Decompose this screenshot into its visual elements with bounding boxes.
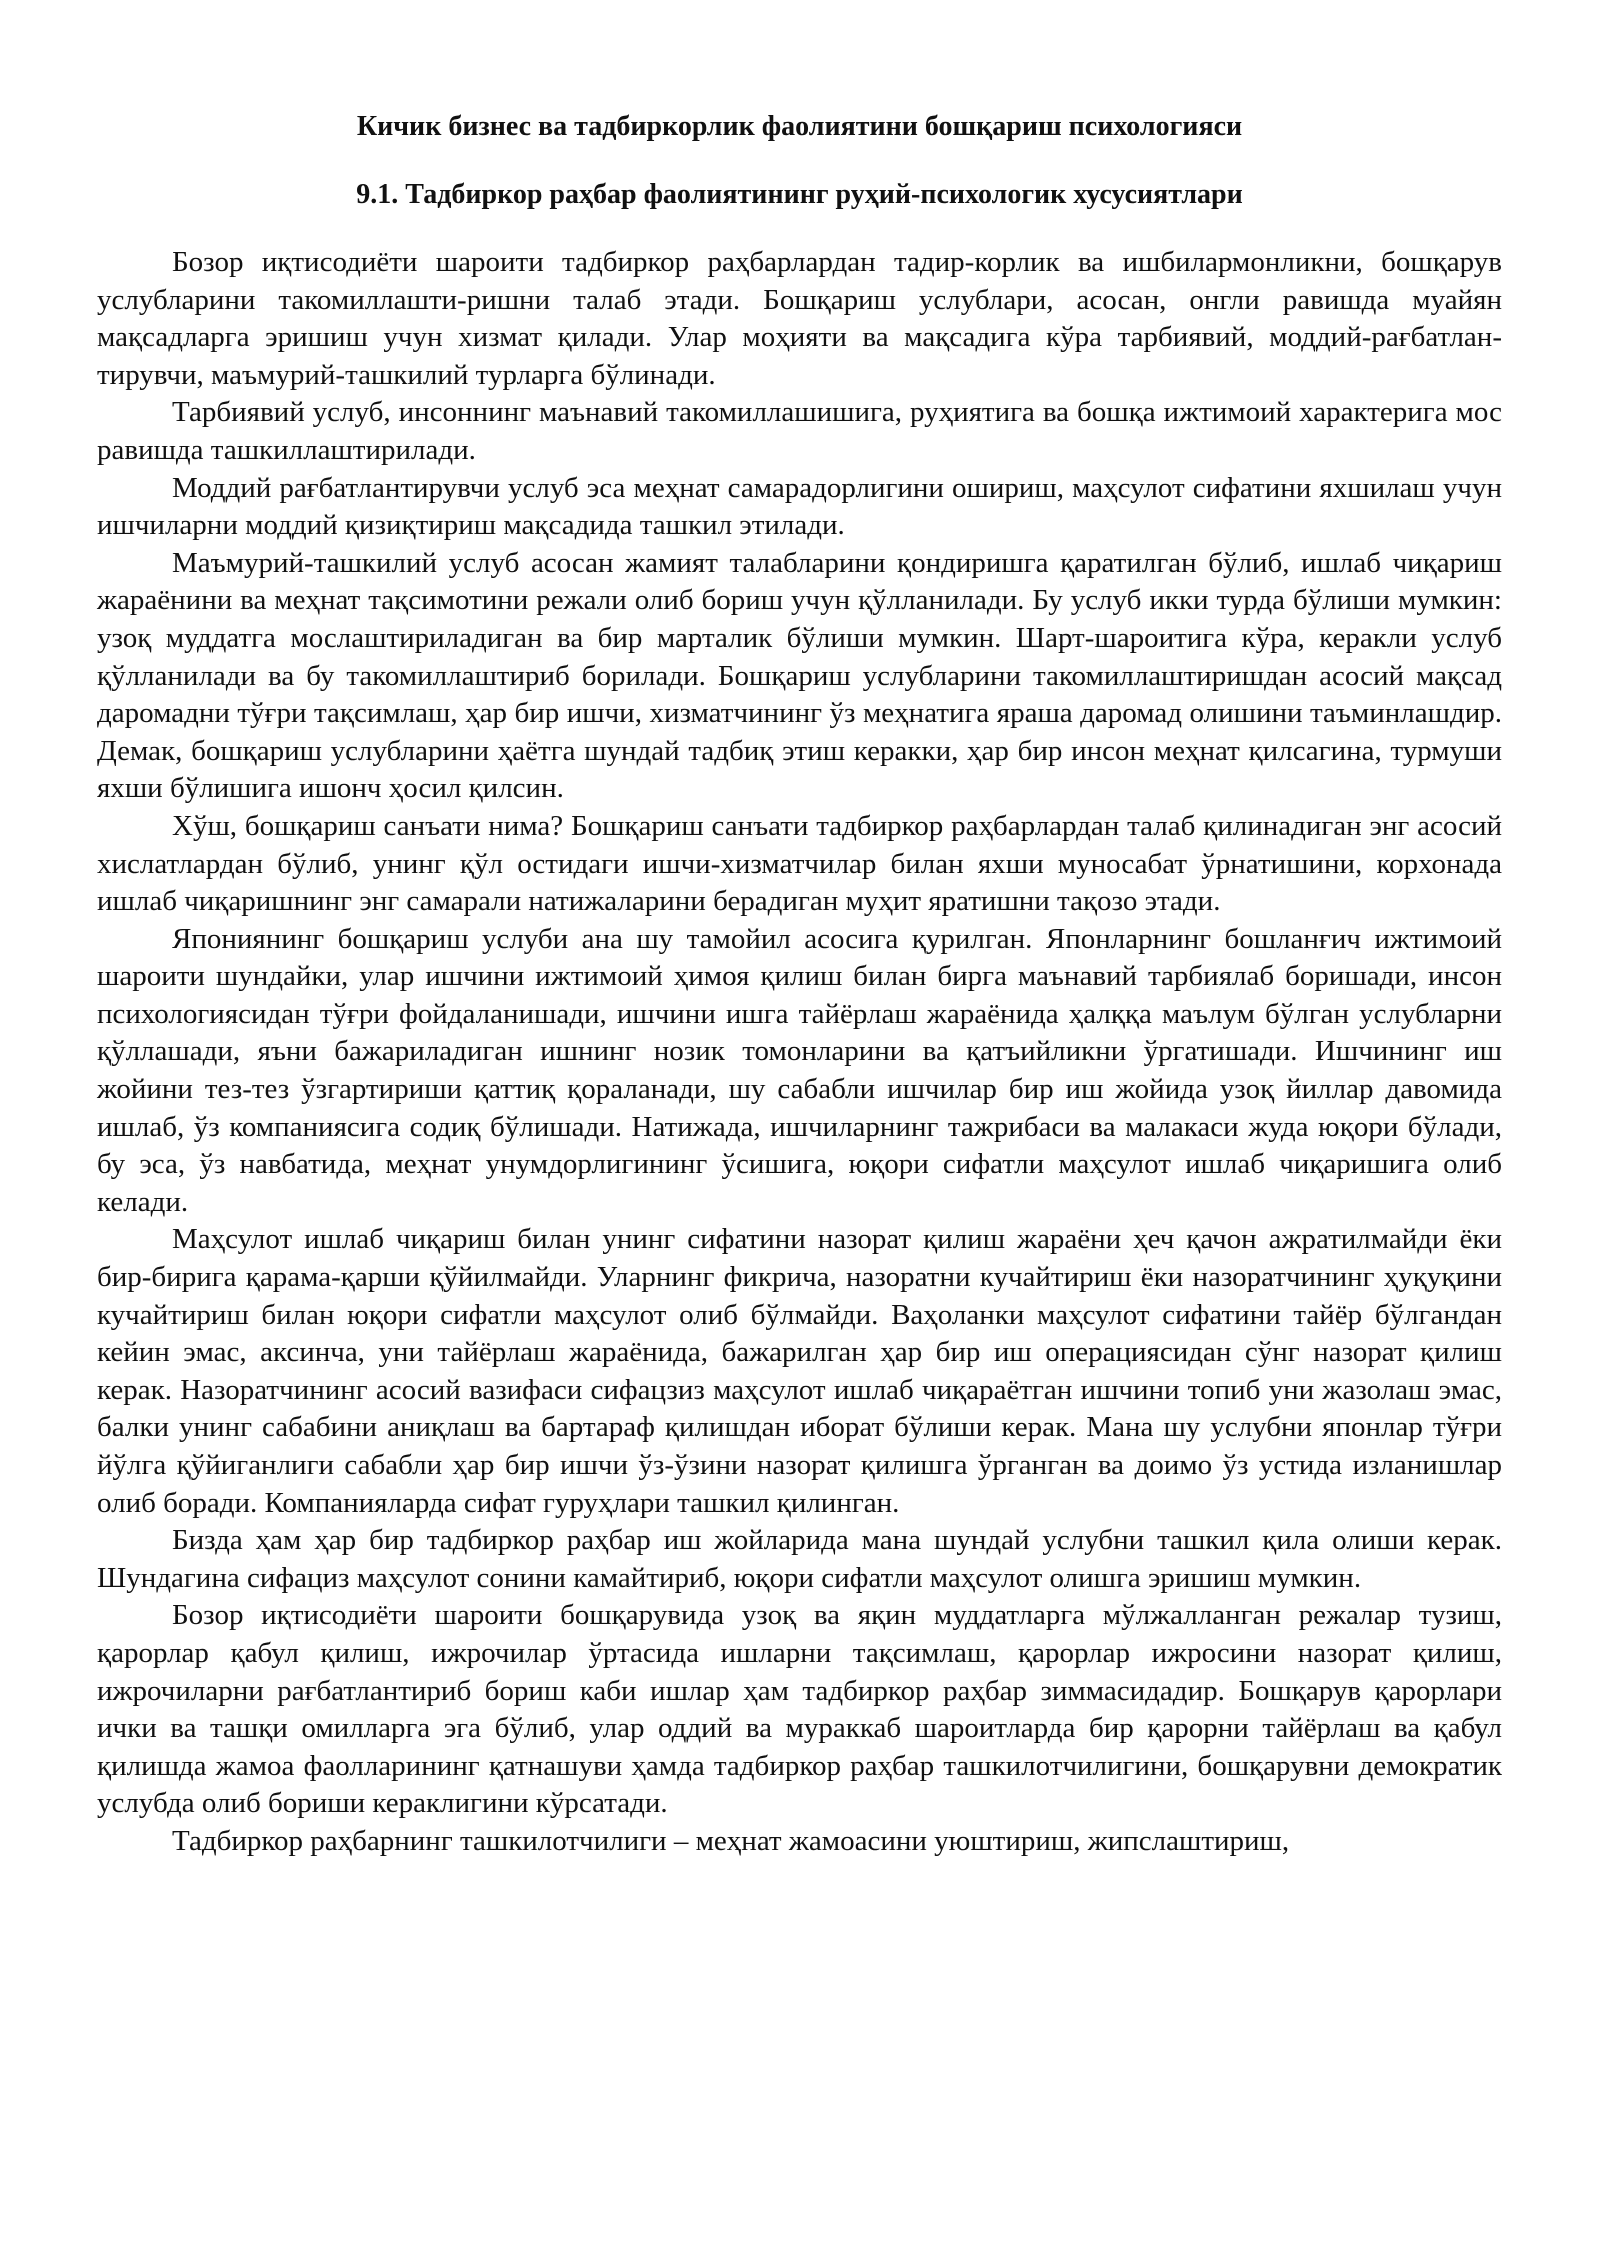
document-title: Кичик бизнес ва тадбиркорлик фаолиятини бошқариш психологияси — [356, 111, 1243, 142]
paragraph: Маҳсулот ишлаб чиқариш билан унинг сифатини назорат қилиш жараёни ҳеч қачон ажратилмайди ёки бир-бирига қарама-қарши қўйилмайди. Уларнинг фикрича, назоратни кучайтириш ёки назоратчининг ҳуқуқини кучайтириш билан юқори сифатли маҳсулот олиб бўлмайди. Ваҳоланки маҳсулот сифатини тайёр бўлгандан кейин эмас, аксинча, уни тайёрлаш жараёнида, бажарилган ҳар бир иш операциясидан сўнг назорат қилиш керак. Назоратчининг асосий вазифаси сифацзиз маҳсулот ишлаб чиқараётган ишчини топиб уни жазолаш эмас, балки унинг сабабини аниқлаш ва бартараф қилишдан иборат бўлиши керак. Мана шу услубни японлар тўғри йўлга қўйиганлиги сабабли ҳар бир ишчи ўз-ўзини назорат қилишга ўрганган ва доимо ўз устида изланишлар олиб боради. Компанияларда сифат гуруҳлари ташкил қилинган. — [97, 1223, 1502, 1519]
paragraph: Тарбиявий услуб, инсоннинг маънавий такомиллашишига, руҳиятига ва бошқа ижтимоий характерига мос равишда ташкиллаштирилади. — [97, 396, 1502, 466]
section-heading: 9.1. Тадбиркор раҳбар фаолиятининг руҳий-психологик хусусиятлари — [356, 179, 1243, 210]
paragraph: Бозор иқтисодиёти шароити бошқарувида узоқ ва яқин муддатларга мўлжалланган режалар тузиш, қарорлар қабул қилиш, ижрочилар ўртасида ишларни тақсимлаш, қарорлар ижросини назорат қилиш, ижрочиларни рағбатлантириб бориш каби ишлар ҳам тадбиркор раҳбар зиммасидадир. Бошқарув қарорлари ички ва ташқи омилларга эга бўлиб, улар оддий ва мураккаб шароитларда бир қарорни тайёрлаш ва қабул қилишда жамоа фаолларининг қатнашуви ҳамда тадбиркор раҳбар ташкилотчилигини, бошқарувни демократик услубда олиб бориши кераклигини кўрсатади. — [97, 1599, 1502, 1820]
paragraph: Хўш, бошқариш санъати нима? Бошқариш санъати тадбиркор раҳбарлардан талаб қилинадиган энг асосий хислатлардан бўлиб, унинг қўл остидаги ишчи-хизматчилар билан яхши муносабат ўрнатишини, корхонада ишлаб чиқаришнинг энг самарали натижаларини берадиган муҳит яратишни тақозо этади. — [97, 809, 1502, 918]
paragraph: Моддий рағбатлантирувчи услуб эса меҳнат самарадорлигини ошириш, маҳсулот сифатини яхшилаш учун ишчиларни моддий қизиқтириш мақсадида ташкил этилади. — [97, 471, 1502, 542]
page-content — [97, 108, 1502, 1861]
paragraph: Тадбиркор раҳбарнинг ташкилотчилиги – меҳнат жамоасини уюштириш, жипслаштириш, — [172, 1824, 1290, 1857]
paragraph: Бизда ҳам ҳар бир тадбиркор раҳбар иш жойларида мана шундай услубни ташкил қила олиши керак. Шундагина сифациз маҳсулот сонини камайтириб, юқори сифатли маҳсулот олишга эришиш мумкин. — [97, 1524, 1502, 1594]
paragraph: Бозор иқтисодиёти шароити тадбиркор раҳбарлардан тадир-корлик ва ишбилармонликни, бошқарув услубларини такомиллашти-ришни талаб этади. Бошқариш услублари, асосан, онгли равишда муайян мақсадларга эришиш учун хизмат қилади. Улар моҳияти ва мақсадига кўра тарбиявий, моддий-рағбатлан-тирувчи, маъмурий-ташкилий турларга бўлинади. — [97, 246, 1502, 391]
paragraph: Япониянинг бошқариш услуби ана шу тамойил асосига қурилган. Японларнинг бошланғич ижтимоий шароити шундайки, улар ишчини ижтимоий ҳимоя қилиш билан бирга маънавий тарбиялаб боришади, инсон психологиясидан тўғри фойдаланишади, ишчини ишга тайёрлаш жараёнида ҳалққа маълум бўлган услубларни қўллашади, яъни бажариладиган ишнинг нозик томонларини ва қатъийликни ўргатишади. Ишчининг иш жойини тез-тез ўзгартириши қаттиқ қораланади, шу сабабли ишчилар бир иш жойида узоқ йиллар давомида ишлаб, ўз компаниясига содиқ бўлишади. Натижада, ишчиларнинг тажрибаси ва малакаси жуда юқори бўлади, бу эса, ўз навбатида, меҳнат унумдорлигининг ўсишига, юқори сифатли маҳсулот ишлаб чиқаришига олиб келади. — [97, 922, 1502, 1218]
paragraph: Маъмурий-ташкилий услуб асосан жамият талабларини қондиришга қаратилган бўлиб, ишлаб чиқариш жараёнини ва меҳнат тақсимотини режали олиб бориш учун қўлланилади. Бу услуб икки турда бўлиши мумкин: узоқ муддатга мослаштириладиган ва бир марталик бўлиши мумкин. Шарт-шароитига кўра, керакли услуб қўлланилади ва бу такомиллаштириб борилади. Бошқариш услубларини такомиллаштиришдан асосий мақсад даромадни тўғри тақсимлаш, ҳар бир ишчи, хизматчининг ўз меҳнатига яраша даромад олишини таъминлашдир. Демак, бошқариш услубларини ҳаётга шундай тадбиқ этиш керакки, ҳар бир инсон меҳнат қилсагина, турмуши яхши бўлишига ишонч ҳосил қилсин. — [97, 546, 1502, 805]
